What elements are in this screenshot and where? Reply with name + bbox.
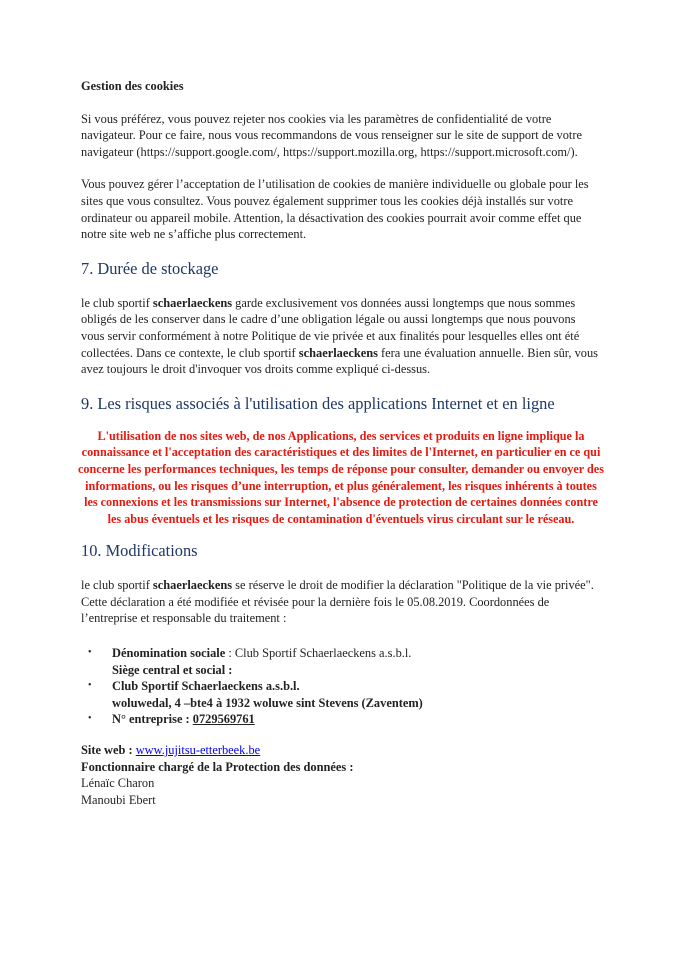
list-item-denomination — [88, 645, 601, 678]
section-title-storage: 7. Durée de stockage — [81, 258, 219, 278]
storage-text-2: garde exclusivement vos données aussi longtemps que nous sommes obligés de les conserver dans le cadre d’une obligation légale ou aussi longtemps que nous pouvons vous servir conformément à notre Politique de vie privée et aux finalités pour lesquelles elles ont été collectées. Dans ce contexte, le club sportif — [81, 295, 580, 360]
section-title-risks: 9. Les risques associés à l'utilisation des applications Internet et en ligne — [81, 393, 555, 413]
club-address: woluwedal, 4 –bte4 à 1932 woluwe sint Stevens (Zaventem) — [112, 695, 423, 710]
storage-paragraph — [81, 295, 601, 378]
club-name: schaerlaeckens — [152, 295, 233, 310]
storage-text-1: le club sportif — [81, 295, 153, 310]
enterprise-number: 0729569761 — [192, 712, 255, 727]
risks-warning: L'utilisation de nos sites web, de nos Applications, des services et produits en ligne implique la connaissance et l'acceptation des caractéristiques et des limites de l'Internet, en particulier en ce qui concerne les performances techniques, les temps de réponse pour consulter, demander ou envoyer des informations, ou les risques d’une interruption, et plus généralement, les risques inhérents à toutes les connexions et les transmissions sur Internet, l'absence de protection de certaines données contre les abus éventuels et les risques de contamination d'éventuels virus circulant sur le réseau. — [78, 428, 604, 526]
list-item-enterprise — [88, 711, 601, 728]
club-name: schaerlaeckens — [152, 578, 233, 593]
storage-text-3: fera une évaluation annuelle. Bien sûr, vous avez toujours le droit d'invoquer vos droits comme expliqué ci-dessus. — [81, 345, 598, 377]
cookies-paragraph-1: Si vous préférez, vous pouvez rejeter nos cookies via les paramètres de confidentialité de votre navigateur. Pour ce faire, nous vous recommandons de vous renseigner sur le site de support de votre navigateur (https://support.google.com/, https://support.mozilla.org, https://support.microsoft.com/). — [81, 111, 582, 159]
list-item-club — [88, 678, 601, 711]
modifications-text-2: se réserve le droit de modifier la déclaration "Politique de la vie privée". Cette déclaration a été modifiée et révisée pour la dernière fois le 05.08.2019. Coordonnées de l’entreprise et responsable du traitement : — [81, 578, 594, 626]
dpo-person-1: Lénaïc Charon — [81, 776, 155, 791]
dpo-label: Fonctionnaire chargé de la Protection des données : — [81, 759, 354, 774]
document-page — [78, 78, 604, 808]
bullet-icon: • — [88, 713, 92, 725]
cookies-paragraph-2: Vous pouvez gérer l’acceptation de l’utilisation de cookies de manière individuelle ou globale pour les sites que vous consultez. Vous pouvez également supprimer tous les cookies déjà installés sur votre ordinateur ou appareil mobile. Attention, la désactivation des cookies pourrait avoir comme effet que notre site web ne s’affiche plus correctement. — [81, 177, 589, 242]
coordinates-list — [81, 645, 601, 728]
dpo-person-2: Manoubi Ebert — [81, 792, 156, 807]
denomination-value: : Club Sportif Schaerlaeckens a.s.b.l. — [225, 646, 412, 661]
siege-label: Siège central et social : — [112, 662, 233, 677]
club-name: schaerlaeckens — [298, 345, 378, 360]
modifications-text-1: le club sportif — [81, 578, 153, 593]
section-title-modifications: 10. Modifications — [81, 541, 198, 561]
club-full-name: Club Sportif Schaerlaeckens a.s.b.l. — [112, 679, 300, 694]
cookies-heading: Gestion des cookies — [81, 79, 184, 93]
modifications-paragraph — [81, 577, 601, 627]
website-line — [81, 742, 601, 759]
website-label: Site web : — [81, 743, 136, 758]
enterprise-label: N° entreprise : — [112, 712, 193, 727]
website-link[interactable]: www.jujitsu-etterbeek.be — [135, 743, 261, 758]
bullet-icon: • — [88, 647, 92, 659]
denomination-label: Dénomination sociale — [112, 646, 226, 661]
bullet-icon: • — [88, 680, 92, 692]
